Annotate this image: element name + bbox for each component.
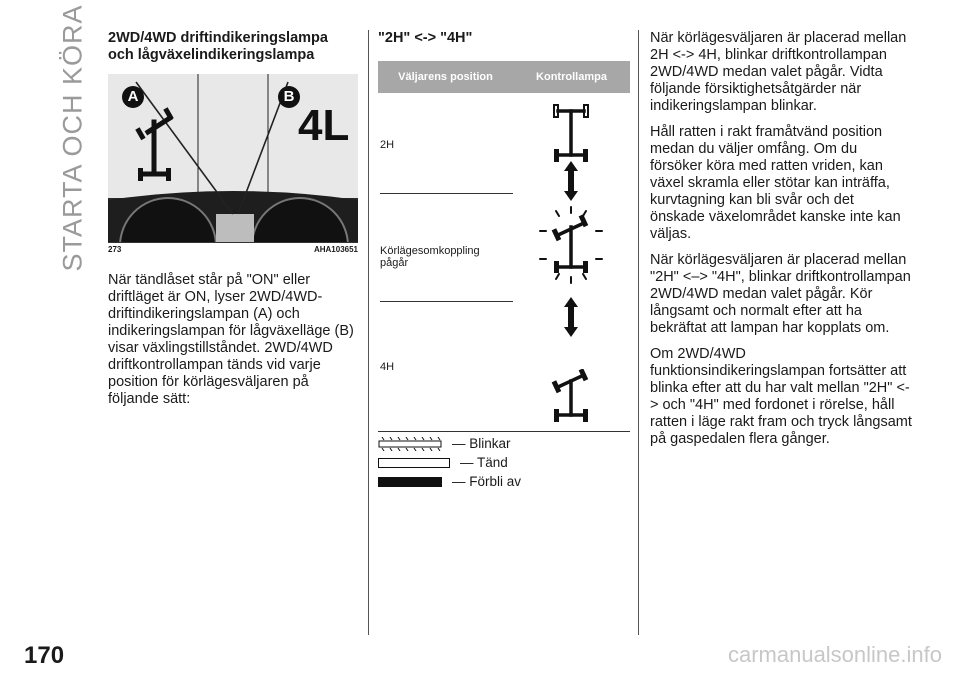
legend-on-label: — Tänd: [460, 455, 508, 470]
figure-number: 273: [108, 245, 122, 254]
table-title: "2H" <-> "4H": [378, 30, 473, 46]
indicator-table: [378, 61, 630, 432]
header-indicator-lamp: Kontrollampa: [536, 71, 607, 83]
table-bottom-rule: [378, 431, 630, 432]
column-divider-2: [638, 30, 639, 635]
row-separator: [380, 301, 513, 302]
table-header: [378, 61, 630, 93]
body-paragraph-1: När körlägesväljaren är placerad mellan 2H <-> 4H, blinkar driftkontrollampan 2WD/4WD medan valet pågår. Vidta följande försiktighetsåtgärder när indikeringslampan blinkar.: [650, 30, 907, 114]
legend-off-label: — Förbli av: [452, 474, 522, 489]
side-tab-label: STARTA OCH KÖRA: [57, 4, 88, 272]
legend-off-swatch: [378, 477, 442, 487]
dashboard-illustration: [108, 74, 358, 242]
label-a-badge: A: [122, 86, 144, 108]
row-label-2h: 2H: [380, 139, 395, 151]
legend: [378, 436, 630, 489]
dashboard-figure: [108, 74, 358, 242]
figure-caption: [108, 245, 358, 254]
row-label-4h: 4H: [380, 361, 395, 373]
page-number: 170: [24, 642, 65, 669]
low-range-4l-indicator: 4L: [298, 101, 350, 150]
legend-row-on: [378, 455, 630, 470]
intro-paragraph: När tändlåset står på "ON" eller driftläget är ON, lyser 2WD/4WD-driftindikeringslampan (A) och indikeringslampan för lågväxelläge (B) visar växlingstillståndet. 2WD/4WD driftkontrollampan tänds vid varje position för körlägesväljaren på följande sätt:: [108, 272, 354, 407]
figure-caption-rule: [108, 242, 358, 243]
section-heading-line-2: och lågväxelindikeringslampa: [108, 47, 315, 63]
middle-column: [378, 30, 630, 489]
row-label-switching-line-1: Körlägesomkoppling: [380, 245, 480, 257]
legend-on-swatch: [378, 458, 450, 468]
watermark-text: carmanualsonline.info: [727, 642, 942, 667]
lamp-2wd-icon: [548, 101, 594, 165]
body-paragraph-4: Om 2WD/4WD funktionsindikeringslampan fortsätter att blinka efter att du har valt mellan "2H" <-> och "4H" med fordonet i rörelse, håll ratten i läge rakt fram och tryck långsamt på gaspedalen flera gånger.: [650, 346, 912, 447]
legend-row-off: [378, 474, 630, 489]
section-heading-line-1: 2WD/4WD driftindikeringslampa: [108, 30, 328, 46]
header-selector-position: Väljarens position: [398, 71, 493, 83]
left-column: [108, 30, 363, 417]
legend-blinking-swatch-icon: [378, 437, 442, 451]
lamp-4wd-blinking-icon: [536, 205, 606, 285]
right-column: [650, 30, 912, 457]
label-b-badge: B: [278, 86, 300, 108]
legend-row-blinking: [378, 436, 630, 451]
table-row-4h: [378, 323, 630, 431]
table-row-switching: [378, 193, 630, 323]
body-paragraph-2: Håll ratten i rakt framåtvänd position medan du väljer omfång. Om du försöker köra med ratten vriden, kan växel skramla eller stötar kan inträffa, kurvtagning kan bli svår och det önskade växelområdet kanske inte kan väljas.: [650, 124, 901, 242]
section-side-tab: [57, 4, 88, 272]
lamp-4wd-icon: [548, 369, 594, 425]
row-label-switching: [380, 245, 480, 269]
figure-code: AHA103651: [313, 245, 358, 254]
body-paragraph-3: När körlägesväljaren är placerad mellan "2H" <–> "4H", blinkar driftkontrollampan 2WD/4WD medan valet pågår. Kör långsamt och normalt efter att ha bekräftat att lampan har kopplats om.: [650, 252, 911, 336]
row-label-switching-line-2: pågår: [380, 257, 409, 269]
table-row-2h: [378, 93, 630, 193]
column-divider-1: [368, 30, 369, 635]
legend-blinking-label: — Blinkar: [452, 436, 511, 451]
